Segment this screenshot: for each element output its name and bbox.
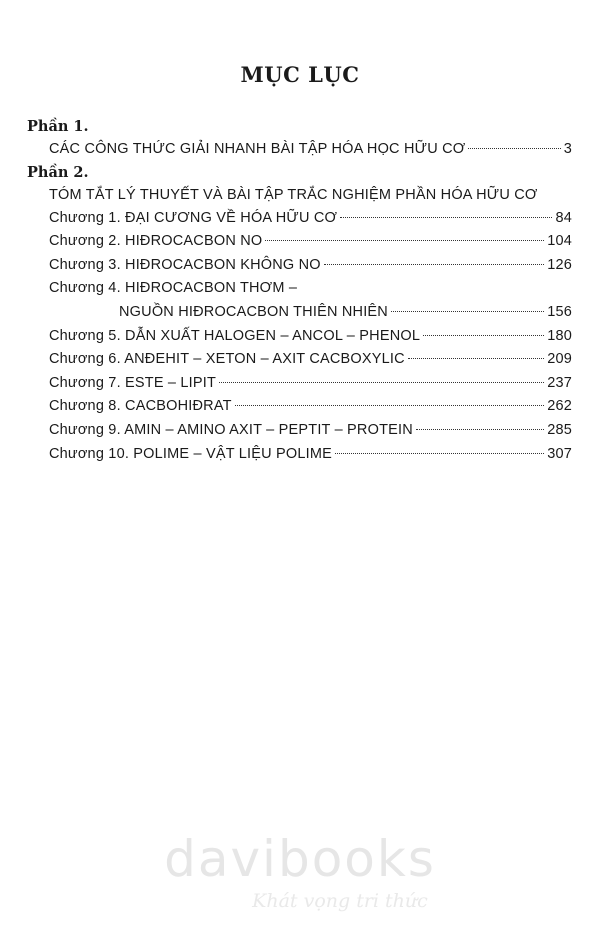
- dot-leader: [468, 148, 560, 149]
- toc-entry-chapter-9: [27, 419, 572, 443]
- toc-page-number: 237: [547, 374, 572, 391]
- toc-page-number: 104: [547, 233, 572, 250]
- dot-leader: [324, 264, 544, 265]
- toc-entry-label: Chương 1. ĐẠI CƯƠNG VỀ HÓA HỮU CƠ: [49, 209, 338, 226]
- toc-entry-label: Chương 8. CACBOHIĐRAT: [49, 398, 232, 415]
- toc-page-number: 126: [547, 256, 572, 273]
- dot-leader: [265, 240, 544, 241]
- toc-page-number: 307: [547, 445, 572, 462]
- toc-entry-chapter-3: [27, 254, 572, 278]
- toc-entry-label: NGUỒN HIĐROCACBON THIÊN NHIÊN: [119, 303, 388, 320]
- part-1-heading: Phần 1.: [27, 118, 89, 135]
- toc-entry-chapter-2: [27, 230, 572, 254]
- toc-page-number: 209: [547, 351, 572, 368]
- page-title: MỤC LỤC: [240, 62, 360, 87]
- toc-entry-chapter-4-line-2: [27, 301, 572, 325]
- toc-entry-chapter-1: [27, 207, 572, 231]
- dot-leader: [391, 311, 544, 312]
- toc-entry-label: Chương 10. POLIME – VẬT LIỆU POLIME: [49, 445, 333, 462]
- dot-leader: [219, 382, 544, 383]
- toc-entry-part-1: [27, 138, 572, 162]
- toc-entry-label: Chương 9. AMIN – AMINO AXIT – PEPTIT – PROTEIN: [49, 421, 413, 438]
- toc-page-number: 285: [547, 421, 572, 438]
- toc-entry-label: Chương 3. HIĐROCACBON KHÔNG NO: [49, 256, 321, 273]
- toc-page-number: 262: [547, 398, 572, 415]
- toc-page-number: 3: [563, 141, 572, 157]
- dot-leader: [340, 217, 552, 218]
- dot-leader: [416, 429, 544, 430]
- toc-entry-label: Chương 6. ANĐEHIT – XETON – AXIT CACBOXYLIC: [49, 351, 405, 368]
- toc-entry-chapter-5: [27, 325, 572, 349]
- watermark-tagline: Khát vọng tri thức: [252, 890, 428, 912]
- watermark-brand: davibooks: [164, 830, 436, 888]
- part-2-section-title: TÓM TẮT LÝ THUYẾT VÀ BÀI TẬP TRẮC NGHIỆM PHẦN HÓA HỮU CƠ: [49, 186, 538, 203]
- toc-entry-chapter-7: [27, 372, 572, 396]
- toc-page-number: 156: [547, 303, 572, 320]
- toc-entry-label: Chương 7. ESTE – LIPIT: [49, 374, 217, 391]
- toc-page-number: 180: [547, 327, 572, 344]
- toc-entry-label: CÁC CÔNG THỨC GIẢI NHANH BÀI TẬP HÓA HỌC HỮU CƠ: [49, 141, 466, 157]
- toc-page-number: 84: [555, 209, 572, 226]
- toc-entry-chapter-4-line-1: Chương 4. HIĐROCACBON THƠM –: [49, 280, 298, 297]
- dot-leader: [235, 405, 545, 406]
- part-2-heading: Phần 2.: [27, 163, 89, 181]
- toc-entry-label: Chương 2. HIĐROCACBON NO: [49, 233, 263, 250]
- toc-entry-chapter-10: [27, 443, 572, 467]
- toc-entry-label: Chương 5. DẪN XUẤT HALOGEN – ANCOL – PHENOL: [49, 327, 421, 344]
- dot-leader: [335, 453, 544, 454]
- toc-entry-chapter-6: [27, 348, 572, 372]
- dot-leader: [423, 335, 544, 336]
- toc-entry-chapter-8: [27, 395, 572, 419]
- dot-leader: [408, 358, 544, 359]
- table-of-contents: [27, 116, 572, 466]
